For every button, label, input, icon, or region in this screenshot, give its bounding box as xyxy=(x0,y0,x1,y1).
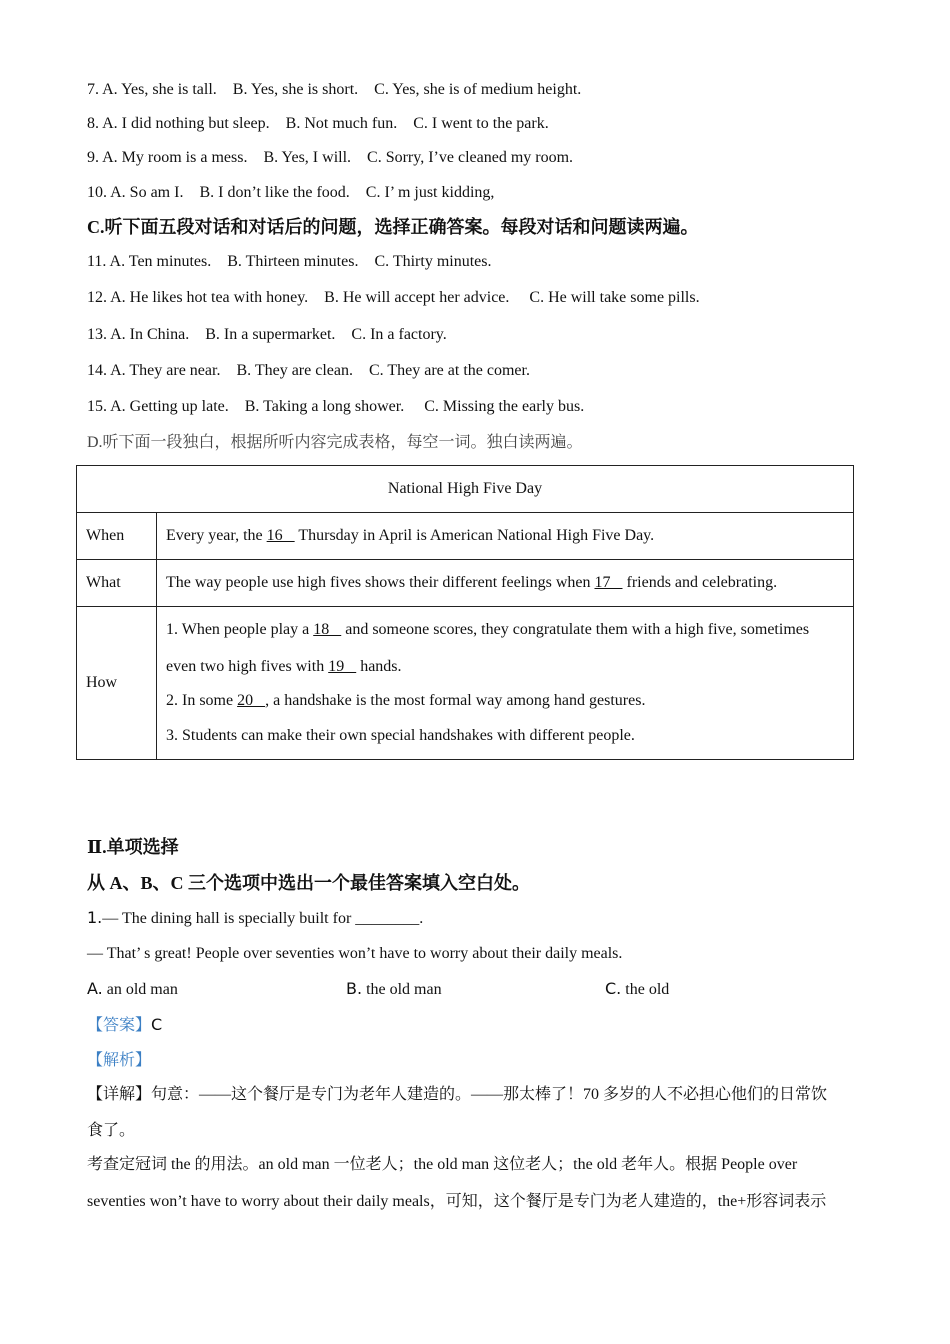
part2-heading: Ⅱ.单项选择 xyxy=(87,837,179,857)
part2-instruction: 从 A、B、C 三个选项中选出一个最佳答案填入空白处。 xyxy=(87,873,531,893)
blank-17: 17 xyxy=(594,574,623,591)
option-line-11: 11. A. Ten minutes. B. Thirteen minutes. C. Thirty minutes. xyxy=(87,253,492,270)
section-c-heading: C.听下面五段对话和对话后的问题，选择正确答案。每段对话和问题读两遍。 xyxy=(87,217,699,237)
answer-line xyxy=(87,1015,162,1036)
blank-20: 20 xyxy=(237,692,266,709)
detail-line-3: 考查定冠词 the 的用法。an old man 一位老人；the old man 这位老人；the old 老年人。根据 People over xyxy=(87,1156,798,1173)
option-line-9: 9. A. My room is a mess. B. Yes, I will. C. Sorry, I’ve cleaned my room. xyxy=(87,149,574,166)
section-d-heading: D.听下面一段独白，根据所听内容完成表格，每空一词。独白读两遍。 xyxy=(87,434,583,451)
detail-line-2: 食了。 xyxy=(87,1122,136,1139)
option-b: B. the old man xyxy=(346,979,442,998)
answer-value: C xyxy=(151,1015,163,1034)
blank-19: 19 xyxy=(328,658,357,675)
detail-line-1: 【详解】句意：——这个餐厅是专门为老年人建造的。——那太棒了！70 多岁的人不必担心他们的日常饮 xyxy=(87,1086,828,1103)
question-1-line2: — That’ s great! People over seventies won’t have to worry about their daily meals. xyxy=(87,945,623,962)
detail-line-4: seventies won’t have to worry about their daily meals，可知，这个餐厅是专门为老人建造的，the+形容词表示 xyxy=(87,1193,827,1210)
option-line-15: 15. A. Getting up late. B. Taking a long shower. C. Missing the early bus. xyxy=(87,398,585,415)
row-content-what: The way people use high fives shows their different feelings when 17 friends and celebrating. xyxy=(157,560,854,607)
row-content-when: Every year, the 16 Thursday in April is American National High Five Day. xyxy=(157,513,854,560)
high-five-table xyxy=(76,465,854,760)
row-content-how: 1. When people play a 18 and someone scores, they congratulate them with a high five, sometimes even two high fives with 19 hands. 2. In some 20 , a handshake is the most formal way among hand gestures. 3. Students can make their own special handshakes with different people. xyxy=(157,607,854,760)
row-label-what: What xyxy=(77,560,157,607)
blank-16: 16 xyxy=(266,527,295,544)
option-line-8: 8. A. I did nothing but sleep. B. Not much fun. C. I went to the park. xyxy=(87,115,549,132)
table-title: National High Five Day xyxy=(77,466,854,513)
option-a: A. an old man xyxy=(87,979,178,998)
analysis-label: 【解析】 xyxy=(87,1052,152,1069)
answer-label: 【答案】 xyxy=(87,1017,152,1034)
option-line-14: 14. A. They are near. B. They are clean. C. They are at the comer. xyxy=(87,362,530,379)
how-line-3: 3. Students can make their own special handshakes with different people. xyxy=(166,727,635,744)
option-line-7: 7. A. Yes, she is tall. B. Yes, she is short. C. Yes, she is of medium height. xyxy=(87,81,582,98)
option-line-12: 12. A. He likes hot tea with honey. B. He will accept her advice. C. He will take some pills. xyxy=(87,289,700,306)
option-line-13: 13. A. In China. B. In a supermarket. C. In a factory. xyxy=(87,326,447,343)
row-label-how: How xyxy=(77,607,157,760)
question-1-line1: 1.— The dining hall is specially built for ________. xyxy=(87,908,424,927)
row-label-when: When xyxy=(77,513,157,560)
option-c: C. the old xyxy=(605,979,670,998)
option-line-10: 10. A. So am I. B. I don’t like the food. C. I’ m just kidding, xyxy=(87,184,495,201)
blank-18: 18 xyxy=(313,621,342,638)
